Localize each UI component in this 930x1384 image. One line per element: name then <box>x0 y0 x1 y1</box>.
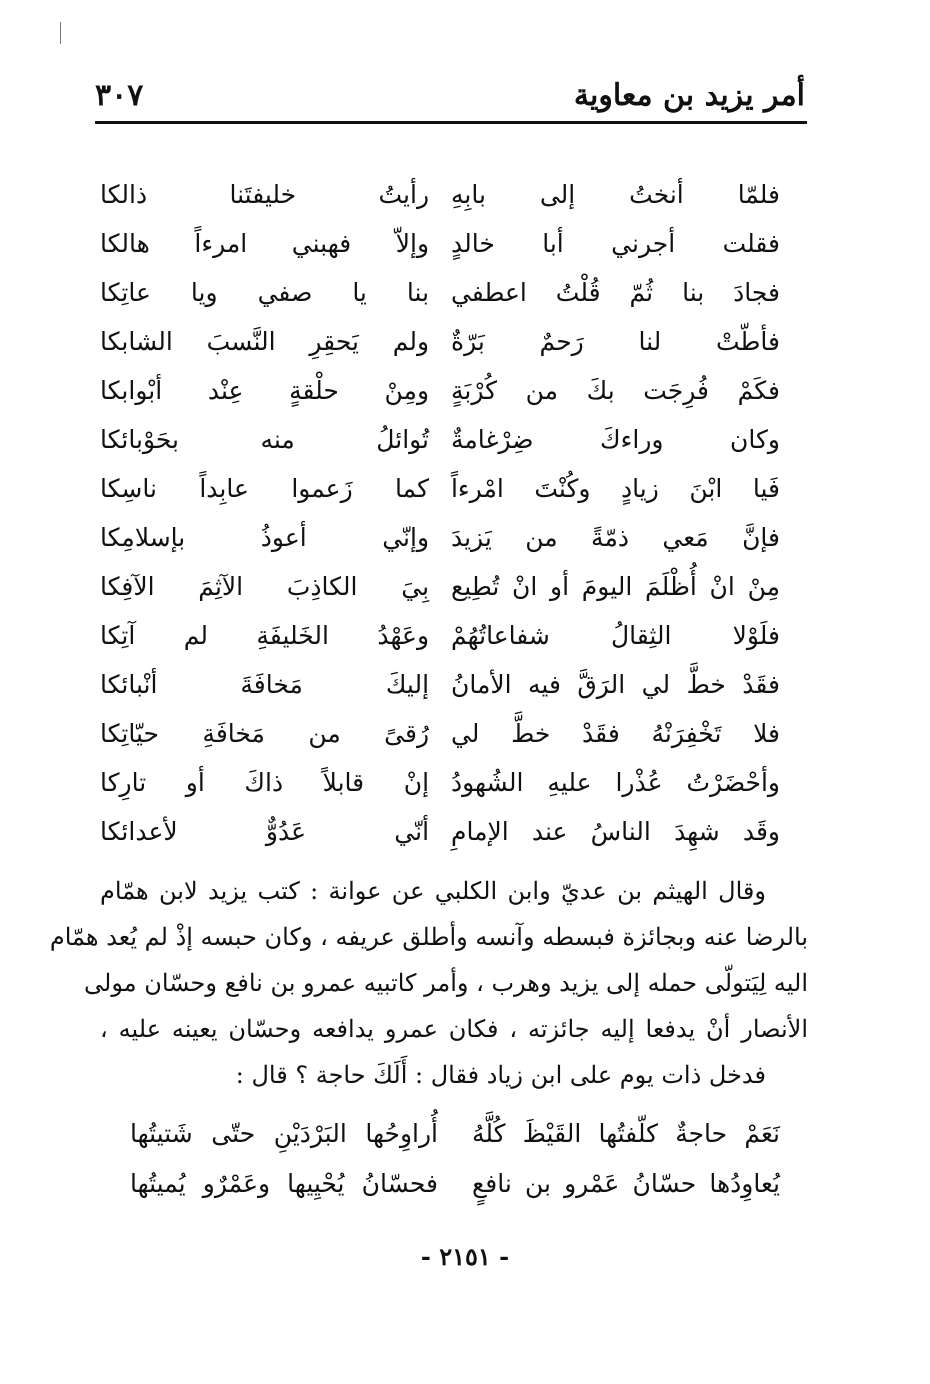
verse <box>100 562 780 611</box>
page-number: ٣٠٧ <box>95 78 144 113</box>
hemistich-right: فَيا ابْنَ زيادٍ وكُنْتَ امْرءاً <box>450 474 780 503</box>
poem <box>100 170 780 856</box>
hemistich-right: فلَوْلا الثِقالُ شفاعاتُهُمْ <box>450 621 780 650</box>
hemistich-right: مِنْ انْ أُظْلَمَ اليومَ أو انْ تُطِيع <box>450 572 780 601</box>
hemistich-right: وكان وراءكَ ضِرْغامةٌ <box>450 425 780 454</box>
verse <box>130 1108 780 1158</box>
hemistich-right: فكَمْ فُرِجَت بكَ من كُرْبَةٍ <box>450 376 780 405</box>
poem-second <box>130 1108 780 1208</box>
hemistich-left: وعَهْدُ الخَليفَةِ لم آتِكا <box>100 621 430 650</box>
hemistich-right: فأطّتْ لنا رَحمٌ بَرّةٌ <box>450 327 780 356</box>
verse <box>100 611 780 660</box>
verse <box>100 268 780 317</box>
hemistich-right: فإنَّ مَعي ذمّةً من يَزيدَ <box>450 523 780 552</box>
hemistich-right: وقَد شهِدَ الناسُ عند الإمامِ <box>450 817 780 846</box>
hemistich-right: فلا تَخْفِرَنْهُ فقَدْ خطَّ لي <box>450 719 780 748</box>
verse <box>100 807 780 856</box>
running-title: أمر يزيد بن معاوية <box>573 78 805 113</box>
header-rule <box>95 121 807 124</box>
hemistich-left: بِيَ الكاذِبَ الآثِمَ الآفِكا <box>100 572 430 601</box>
hemistich-left: أُراوِحُها البَرْدَيْنِ حتّى شَتيتُها <box>130 1118 438 1148</box>
prose-paragraph <box>49 868 808 1098</box>
hemistich-left: بنا يا صفي ويا عاتِكا <box>100 278 430 307</box>
hemistich-left: ولم يَحقِرِ النَّسبَ الشابكا <box>100 327 430 356</box>
hemistich-right: فلمّا أنختُ إلى بابِهِ <box>450 180 780 209</box>
hemistich-left: إنْ قابلاً ذاكَ أو تارِكا <box>100 768 430 797</box>
margin-tick <box>60 22 61 44</box>
verse <box>100 317 780 366</box>
hemistich-right: فقَدْ خطَّ لي الرَقَّ فيه الأمانُ <box>450 670 780 699</box>
verse <box>100 464 780 513</box>
footer-page-number: - ٢١٥١ - <box>420 1242 510 1271</box>
hemistich-left: رأيتُ خليفتَنا ذالكا <box>100 180 430 209</box>
hemistich-right: فجادَ بنا ثُمّ قُلْتُ اعطفي <box>450 278 780 307</box>
hemistich-left: أنّي عَدُوٌّ لأعدائكا <box>100 817 430 846</box>
verse <box>130 1158 780 1208</box>
prose-line: اليه لِيَتولّى حمله إلى يزيد وهرب ، وأمر كاتبيه عمرو بن نافع وحسّان مولى <box>84 969 808 997</box>
prose-line: وقال الهيثم بن عديّ وابن الكلبي عن عوانة : كتب يزيد لابن همّام <box>100 877 766 905</box>
prose-line: فدخل ذات يوم على ابن زياد فقال : أَلَكَ حاجة ؟ قال : <box>235 1061 766 1089</box>
verse <box>100 366 780 415</box>
hemistich-right: وأحْضَرْتُ عُذْرا عليهِ الشُهودُ <box>450 768 780 797</box>
hemistich-right: يُعاوِدُها حسّانُ عَمْرو بن نافعٍ <box>472 1168 780 1198</box>
verse <box>100 758 780 807</box>
hemistich-left: تُوائلُ منه بحَوْبائكا <box>100 425 430 454</box>
hemistich-left: وإنّي أعوذُ بإسلامِكا <box>100 523 430 552</box>
verse <box>100 170 780 219</box>
hemistich-left: كما زَعموا عابِداً ناسِكا <box>100 474 430 503</box>
verse <box>100 660 780 709</box>
hemistich-right: فقلت أجرني أبا خالدٍ <box>450 229 780 258</box>
verse <box>100 219 780 268</box>
hemistich-left: وإلاّ فهبني امرءاً هالكا <box>100 229 430 258</box>
page-header <box>95 70 805 122</box>
verse <box>100 709 780 758</box>
hemistich-left: ومِنْ حلْقةٍ عِنْد أبْوابكا <box>100 376 430 405</box>
prose-line: الأنصار أنْ يدفعا إليه جائزته ، فكان عمرو يدافعه وحسّان يعينه عليه ، <box>100 1015 808 1043</box>
hemistich-left: رُقىً من مَخافَةِ حيّاتِكا <box>100 719 430 748</box>
hemistich-right: نَعَمْ حاجةٌ كلّفتُها القَيْظَ كُلَّهُ <box>472 1118 780 1148</box>
hemistich-left: فحسّانُ يُحْيِيها وعَمْرٌو يُميتُها <box>130 1168 438 1198</box>
verse <box>100 415 780 464</box>
verse <box>100 513 780 562</box>
prose-line: بالرضا عنه وبجائزة فبسطه وآنسه وأطلق عريفه ، وكان حبسه إذْ لم يُعد همّام <box>49 923 808 951</box>
hemistich-left: إليكَ مَخافَةَ أنْبائكا <box>100 670 430 699</box>
